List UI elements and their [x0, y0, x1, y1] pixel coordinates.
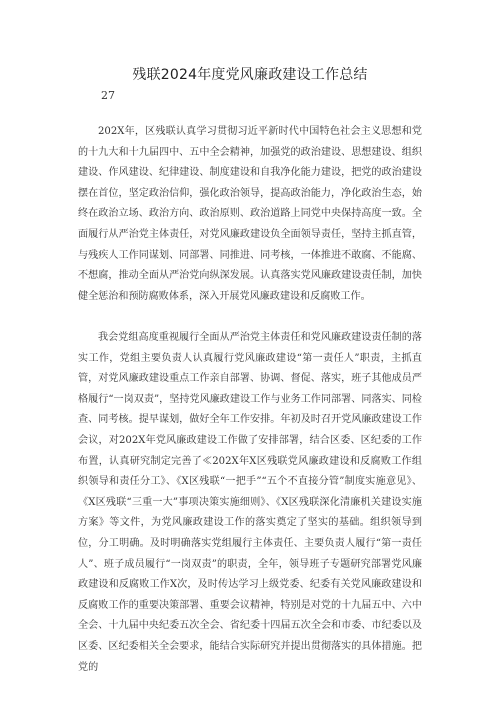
page-number: 27 [101, 89, 115, 102]
document-title: 残联2024年度党风廉政建设工作总结 [132, 67, 368, 83]
paragraph-2: 我会党组高度重视履行全面从严治党主体责任和党风廉政建设责任制的落实工作，党组主要负责人认真履行党风廉政建设“第一责任人”职责，主抓直管，对党风廉政建设重点工作亲自部署、协调、督促、落实，班子其他成员严格履行“一岗双责”，坚持党风廉政建设工作与业务工作同部署、同落实、同检查、同考核。提早谋划，做好全年工作安排。年初及时召开党风廉政建设工作会议，对202X年党风廉政建设工作做了安排部署，结合区委、区纪委的工作布置，认真研究制定完善了≪202X年X区残联党风廉政建设和反腐败工作组织领导和责任分工》、《X区残联“一把手”“五个不直接分管”制度实施意见》、《X区残联“三重一大”事项决策实施细则》、《X区残联深化清廉机关建设实施方案》等文件，为党风廉政建设工作的落实奠定了坚实的基础。组织领导到位，分工明确。及时明确落实党组履行主体责任、主要负责人履行“第一责任人”、班子成员履行“一岗双责”的职责，全年，领导班子专题研究部署党风廉政建设和反腐败工作X次，及时传达学习上级党委、纪委有关党风廉政建设和反腐败工作的重要决策部署、重要会议精神，特别是对党的十九届五中、六中全会、十九届中央纪委五次全会、省纪委十四届五次全会和市委、市纪委以及区委、区纪委相关全会要求，能结合实际研究并提出贯彻落实的具体措施。把党的 [78, 332, 422, 673]
paragraph-1: 202X年，区残联认真学习贯彻习近平新时代中国特色社会主义思想和党的十九大和十九届四中、五中全会精神，加强党的政治建设、思想建设、组织建设、作风建设、纪律建设、制度建设和自我净化能力建设，把党的政治建设摆在首位，坚定政治信仰，强化政治领导，提高政治能力，净化政治生态，始终在政治立场、政治方向、政治原则、政治道路上同党中央保持高度一致。全面履行从严治党主体责任，对党风廉政建设负全面领导责任，坚持主抓直管，与残疾人工作同谋划、同部署、同推进、同考核，一体推进不敢腐、不能腐、不想腐，推动全面从严治党向纵深发展。认真落实党风廉政建设责任制，加快健全惩治和预防腐败体系，深入开展党风廉政建设和反腐败工作。 [78, 126, 422, 302]
